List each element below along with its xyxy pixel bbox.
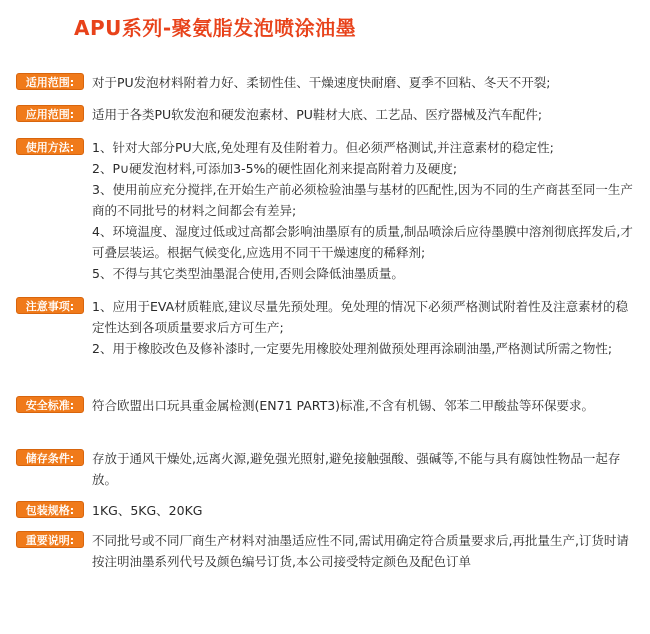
usage-line-2: 2、P∪硬发泡材料,可添加3-5%的硬性固化剂来提高附着力及硬度; xyxy=(92,161,458,176)
label-storage: 储存条件: xyxy=(16,449,84,466)
content-scope xyxy=(92,72,638,93)
label-packaging: 包装规格: xyxy=(16,501,84,518)
label-important: 重要说明: xyxy=(16,531,84,548)
content-notes xyxy=(92,296,638,359)
notes-line-2: 2、用于橡胶改色及修补漆时,一定要先用橡胶处理剂做预处理再涂刷油墨,严格测试所需之物性; xyxy=(92,341,613,356)
section-storage xyxy=(16,448,638,490)
label-safety: 安全标准: xyxy=(16,396,84,413)
section-scope xyxy=(16,72,638,93)
packaging-line: 1KG、5KG、20KG xyxy=(92,503,203,518)
usage-line-4: 4、环境温度、湿度过低或过高都会影响油墨原有的质量,制品喷涂后应待墨膜中溶剂彻底挥发后,才可叠层装运。根据气候变化,应选用不同干干燥速度的稀释剂; xyxy=(92,224,633,260)
section-safety xyxy=(16,395,638,416)
content-application xyxy=(92,104,638,125)
section-important xyxy=(16,530,638,572)
notes-line-1: 1、应用于EVA材质鞋底,建议尽量先预处理。免处理的情况下必须严格测试附着性及注意素材的稳定性达到各项质量要求后方可生产; xyxy=(92,299,629,335)
content-safety xyxy=(92,395,638,416)
page-title: APU系列-聚氨脂发泡喷涂油墨 xyxy=(74,16,357,40)
section-usage xyxy=(16,137,638,284)
label-notes: 注意事项: xyxy=(16,297,84,314)
content-usage xyxy=(92,137,638,284)
content-important xyxy=(92,530,638,572)
usage-line-5: 5、不得与其它类型油墨混合使用,否则会降低油墨质量。 xyxy=(92,266,404,281)
scope-line: 对于PU发泡材料附着力好、柔韧性佳、干燥速度快耐磨、夏季不回粘、冬天不开裂; xyxy=(92,75,551,90)
content-storage xyxy=(92,448,638,490)
label-application: 应用范围: xyxy=(16,105,84,122)
important-line: 不同批号或不同厂商生产材料对油墨适应性不同,需试用确定符合质量要求后,再批量生产,订货时请按注明油墨系列代号及颜色编号订货,本公司接受特定颜色及配色订单 xyxy=(92,533,629,569)
label-scope: 适用范围: xyxy=(16,73,84,90)
usage-line-1: 1、针对大部分PU大底,免处理有及佳附着力。但必须严格测试,并注意素材的稳定性; xyxy=(92,140,554,155)
section-application xyxy=(16,104,638,125)
application-line: 适用于各类PU软发泡和硬发泡素材、PU鞋材大底、工艺品、医疗器械及汽车配件; xyxy=(92,107,543,122)
section-notes xyxy=(16,296,638,359)
section-packaging xyxy=(16,500,638,521)
label-usage: 使用方法: xyxy=(16,138,84,155)
content-packaging xyxy=(92,500,638,521)
storage-line: 存放于通风干燥处,远离火源,避免强光照射,避免接触强酸、强碱等,不能与具有腐蚀性物品一起存放。 xyxy=(92,451,621,487)
usage-line-3: 3、使用前应充分搅拌,在开始生产前必须检验油墨与基材的匹配性,因为不同的生产商甚至同一生产商的不同批号的材料之间都会有差异; xyxy=(92,182,633,218)
safety-line: 符合欧盟出口玩具重金属检测(EN71 PART3)标准,不含有机锡、邻苯二甲酸盐等环保要求。 xyxy=(92,398,595,413)
